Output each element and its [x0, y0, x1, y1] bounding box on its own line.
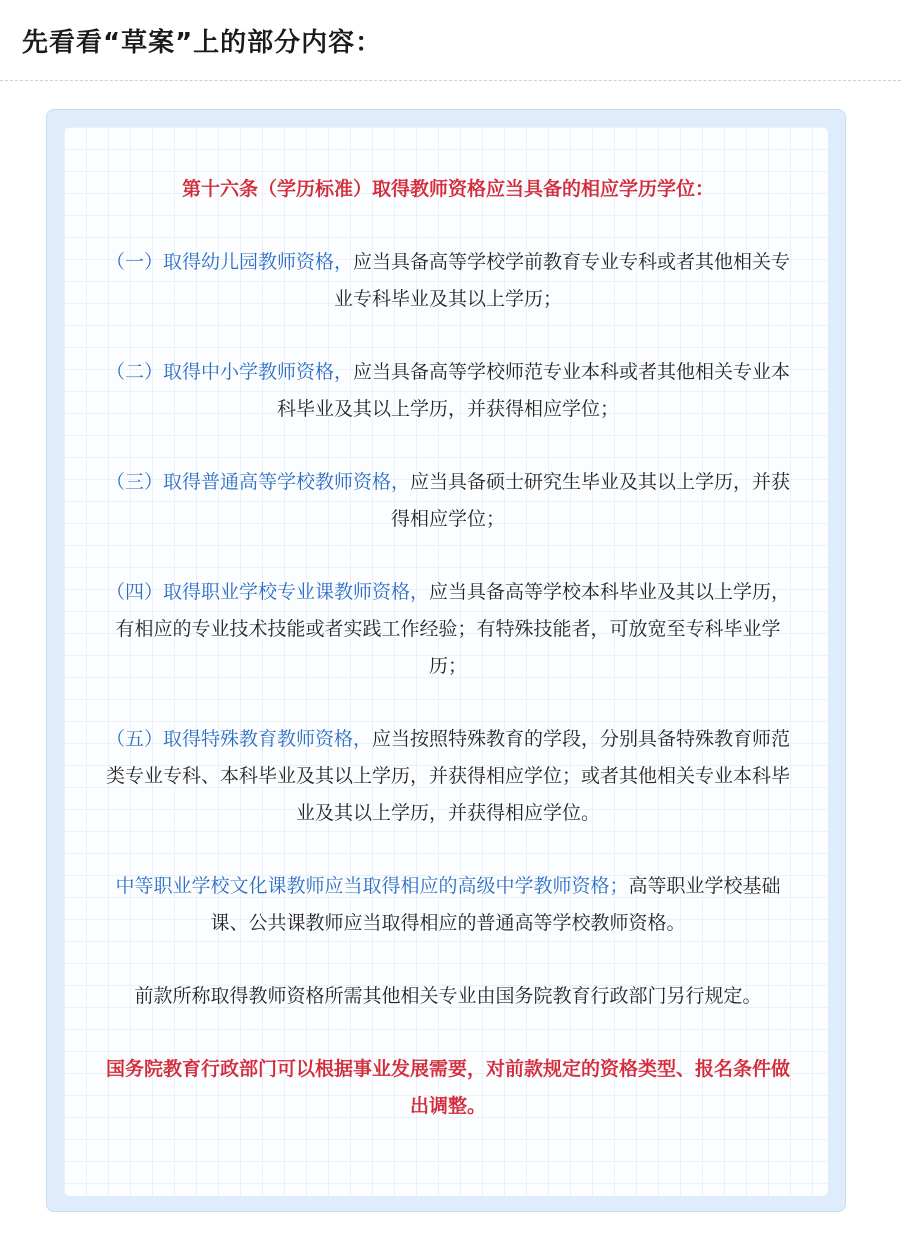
- article-heading: 第十六条（学历标准）取得教师资格应当具备的相应学历学位：: [181, 178, 714, 200]
- article-content: [98, 171, 798, 1161]
- dashed-divider: [0, 80, 901, 81]
- page-title: 先看看“草案”上的部分内容：: [22, 28, 383, 58]
- item-higher-education: [98, 464, 798, 538]
- item-vocational-specialty: [98, 574, 798, 685]
- item-lead: （二）取得中小学教师资格，: [105, 361, 353, 383]
- item-text: 应当按照特殊教育的学段，分别具备特殊教育师范类专业专科、本科毕业及其以上学历，并获得相应学位；或者其他相关专业本科毕业及其以上学历，并获得相应学位。: [105, 728, 791, 824]
- vocational-text: 高等职业学校基础课、公共课教师应当取得相应的普通高等学校教师资格。: [210, 875, 781, 934]
- page-header: [0, 0, 901, 82]
- item-lead: （四）取得职业学校专业课教师资格，: [105, 581, 429, 603]
- vocational-paragraph: [98, 868, 798, 942]
- closing-paragraph: 国务院教育行政部门可以根据事业发展需要，对前款规定的资格类型、报名条件做出调整。: [105, 1058, 790, 1117]
- item-text: 应当具备硕士研究生毕业及其以上学历，并获得相应学位；: [390, 471, 791, 530]
- item-primary-secondary: [98, 354, 798, 428]
- item-text: 应当具备高等学校本科毕业及其以上学历，有相应的专业技术技能或者实践工作经验；有特殊技能者，可放宽至专科毕业学历；: [115, 581, 791, 677]
- item-text: 应当具备高等学校师范专业本科或者其他相关专业本科毕业及其以上学历，并获得相应学位；: [276, 361, 791, 420]
- item-lead: （五）取得特殊教育教师资格，: [105, 728, 372, 750]
- article-panel: [46, 109, 846, 1212]
- vocational-lead: 中等职业学校文化课教师应当取得相应的高级中学教师资格；: [115, 875, 629, 897]
- item-kindergarten: [98, 244, 798, 318]
- note-paragraph: 前款所称取得教师资格所需其他相关专业由国务院教育行政部门另行规定。: [134, 985, 762, 1007]
- article-card: [64, 127, 828, 1196]
- item-text: 应当具备高等学校学前教育专业专科或者其他相关专业专科毕业及其以上学历；: [333, 251, 791, 310]
- item-lead: （一）取得幼儿园教师资格，: [105, 251, 353, 273]
- item-lead: （三）取得普通高等学校教师资格，: [105, 471, 410, 493]
- item-special-education: [98, 721, 798, 832]
